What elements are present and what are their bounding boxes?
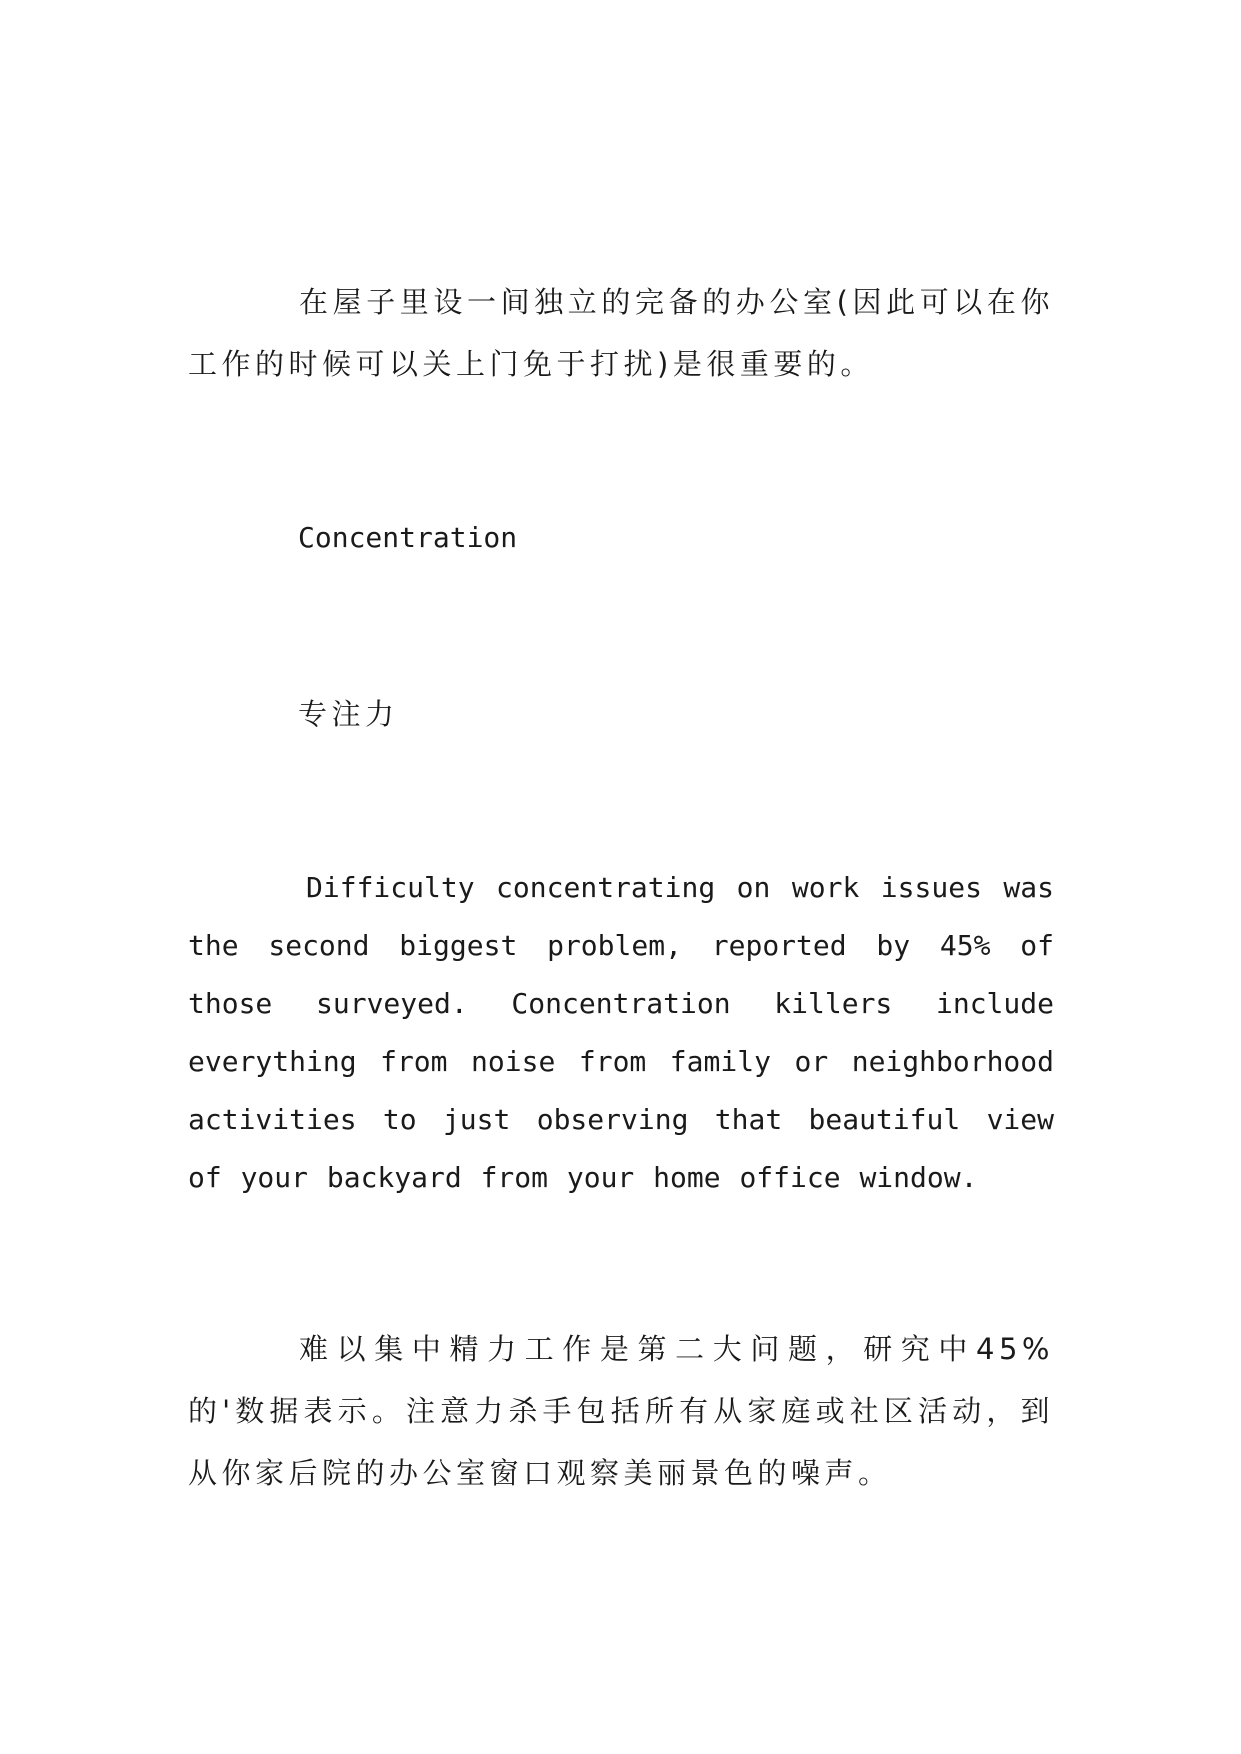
heading-concentration-en: Concentration bbox=[298, 521, 518, 554]
paragraph-concentration-cn: 难以集中精力工作是第二大问题，研究中45%的'数据表示。注意力杀手包括所有从家庭或社区活动，到从你家后院的办公室窗口观察美丽景色的噪声。 bbox=[188, 1332, 1054, 1490]
heading-concentration-cn: 专注力 bbox=[298, 697, 399, 731]
paragraph-office-cn: 在屋子里设一间独立的完备的办公室(因此可以在你工作的时候可以关上门免于打扰)是很重要的。 bbox=[188, 285, 1054, 381]
paragraph-concentration-en: Difficulty concentrating on work issues was the second biggest problem, reported by 45% of those surveyed. Concentration killers include everything from noise from family or neighborhood activities to just observing that beautiful view of your backyard from your home office window. bbox=[188, 871, 1054, 1194]
